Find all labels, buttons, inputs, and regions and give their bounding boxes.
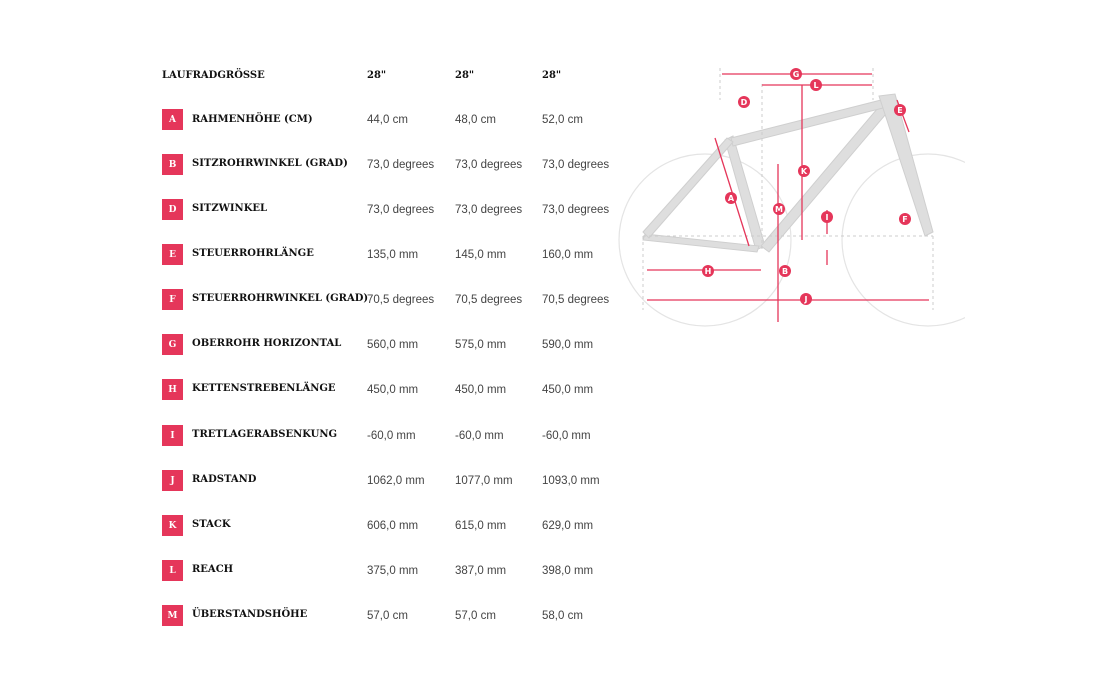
table-row [0, 425, 620, 455]
down-tube [761, 102, 891, 252]
table-row [0, 470, 620, 500]
row-value: 57,0 cm [367, 610, 408, 622]
marker-label: A [727, 194, 735, 203]
row-value: -60,0 mm [542, 430, 591, 442]
table-row [0, 334, 620, 364]
row-value: 575,0 mm [455, 339, 507, 351]
row-value: 73,0 degrees [455, 204, 523, 216]
table-row [0, 109, 620, 139]
marker-label: J [804, 295, 808, 304]
row-value: 44,0 cm [367, 114, 408, 126]
row-value: 606,0 mm [367, 520, 419, 532]
row-value: 48,0 cm [455, 114, 496, 126]
row-label: STEUERROHRWINKEL (GRAD) [192, 293, 369, 304]
row-value: 387,0 mm [455, 565, 507, 577]
marker-label: B [781, 267, 789, 276]
row-value: 590,0 mm [542, 339, 594, 351]
row-value: 70,5 degrees [455, 294, 523, 306]
table-row [0, 289, 620, 319]
row-key-badge: F [162, 289, 183, 310]
row-value: 58,0 cm [542, 610, 583, 622]
bike-geometry-diagram [615, 60, 965, 335]
row-value: 560,0 mm [367, 339, 419, 351]
row-value: 1093,0 mm [542, 475, 600, 487]
marker-label: F [902, 215, 908, 224]
marker-label: H [704, 267, 712, 276]
row-label: TRETLAGERABSENKUNG [192, 429, 338, 440]
marker-label: K [800, 167, 808, 176]
row-label: SITZROHRWINKEL (GRAD) [192, 158, 348, 169]
marker-label: E [897, 106, 903, 115]
row-value: 145,0 mm [455, 249, 507, 261]
row-value: 1062,0 mm [367, 475, 425, 487]
marker-label: L [813, 81, 819, 90]
row-label: STEUERROHRLÄNGE [192, 248, 314, 259]
table-row [0, 154, 620, 184]
marker-label: I [825, 213, 829, 222]
row-key-badge: E [162, 244, 183, 265]
row-value: 73,0 degrees [542, 159, 610, 171]
row-label: SITZWINKEL [192, 203, 268, 214]
row-label: KETTENSTREBENLÄNGE [192, 383, 336, 394]
table-row [0, 199, 620, 229]
column-header-size-3: 28" [542, 70, 562, 81]
column-header-wheel-size: LAUFRADGRÖSSE [162, 70, 265, 81]
row-label: ÜBERSTANDSHÖHE [192, 609, 308, 620]
table-row [0, 605, 620, 635]
row-value: 1077,0 mm [455, 475, 513, 487]
row-value: 73,0 degrees [542, 204, 610, 216]
column-header-size-1: 28" [367, 70, 387, 81]
chain-stay [643, 234, 759, 252]
row-value: 450,0 mm [455, 384, 507, 396]
row-value: 398,0 mm [542, 565, 594, 577]
marker-label: D [740, 98, 748, 107]
row-label: RAHMENHÖHE (CM) [192, 114, 313, 125]
row-value: 450,0 mm [542, 384, 594, 396]
table-row [0, 244, 620, 274]
row-value: -60,0 mm [367, 430, 416, 442]
row-label: OBERROHR HORIZONTAL [192, 338, 342, 349]
row-key-badge: G [162, 334, 183, 355]
row-value: 73,0 degrees [455, 159, 523, 171]
row-value: 135,0 mm [367, 249, 419, 261]
row-key-badge: A [162, 109, 183, 130]
row-value: 375,0 mm [367, 565, 419, 577]
bike-frame [643, 94, 933, 252]
row-value: 52,0 cm [542, 114, 583, 126]
row-label: RADSTAND [192, 474, 257, 485]
row-value: 629,0 mm [542, 520, 594, 532]
row-key-badge: M [162, 605, 183, 626]
marker-label: M [775, 205, 783, 214]
row-key-badge: B [162, 154, 183, 175]
table-row [0, 560, 620, 590]
table-row [0, 379, 620, 409]
row-value: 450,0 mm [367, 384, 419, 396]
row-key-badge: D [162, 199, 183, 220]
row-label: REACH [192, 564, 234, 575]
row-key-badge: I [162, 425, 183, 446]
row-value: -60,0 mm [455, 430, 504, 442]
row-value: 57,0 cm [455, 610, 496, 622]
row-value: 73,0 degrees [367, 204, 435, 216]
marker-label: G [792, 70, 800, 79]
row-value: 615,0 mm [455, 520, 507, 532]
row-key-badge: J [162, 470, 183, 491]
table-row [0, 515, 620, 545]
row-value: 73,0 degrees [367, 159, 435, 171]
row-label: STACK [192, 519, 231, 530]
column-header-size-2: 28" [455, 70, 475, 81]
row-value: 70,5 degrees [542, 294, 610, 306]
row-key-badge: L [162, 560, 183, 581]
row-key-badge: H [162, 379, 183, 400]
row-value: 70,5 degrees [367, 294, 435, 306]
row-key-badge: K [162, 515, 183, 536]
row-value: 160,0 mm [542, 249, 594, 261]
